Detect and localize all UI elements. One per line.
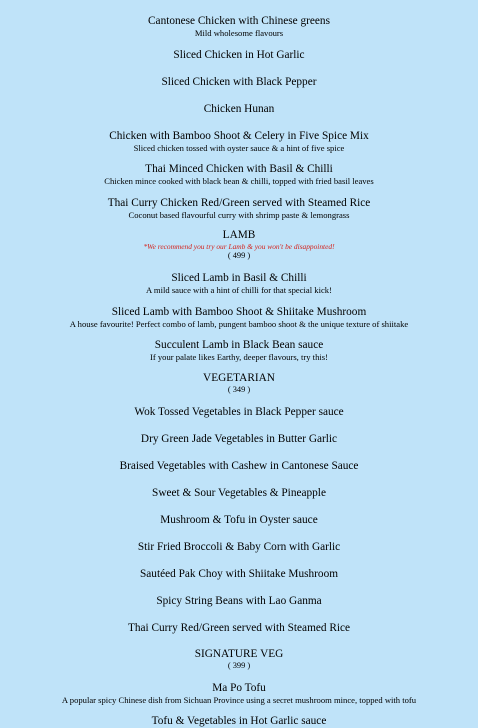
menu-item	[0, 714, 478, 728]
menu-item	[0, 305, 478, 330]
section-header-signature-veg	[0, 648, 478, 671]
dish-name: Sliced Chicken with Black Pepper	[161, 75, 317, 88]
menu-item	[0, 338, 478, 363]
menu-item	[0, 486, 478, 500]
section-title: SIGNATURE VEG	[194, 647, 284, 660]
dish-description: A house favourite! Perfect combo of lamb, pungent bamboo shoot & the unique texture of shiitake	[69, 318, 409, 329]
menu-item	[0, 681, 478, 706]
section-note: *We recommend you try our Lamb & you won't be disappointed!	[143, 242, 335, 251]
menu-item	[0, 75, 478, 89]
menu-item	[0, 594, 478, 608]
menu-item	[0, 540, 478, 554]
dish-name: Chicken Hunan	[203, 102, 275, 115]
menu-item	[0, 621, 478, 635]
menu-item	[0, 567, 478, 581]
menu-item	[0, 102, 478, 116]
menu-item	[0, 459, 478, 473]
section-price: ( 349 )	[227, 384, 251, 394]
dish-description: A mild sauce with a hint of chilli for that special kick!	[146, 285, 332, 295]
dish-description: Mild wholesome flavours	[194, 28, 284, 38]
dish-description: Sliced chicken tossed with oyster sauce & a hint of five spice	[133, 142, 345, 153]
dish-name: Spicy String Beans with Lao Ganma	[156, 594, 322, 607]
dish-name: Chicken with Bamboo Shoot & Celery in Five Spice Mix	[109, 129, 369, 142]
dish-name: Thai Minced Chicken with Basil & Chilli	[145, 163, 333, 175]
dish-name: Succulent Lamb in Black Bean sauce	[154, 339, 324, 351]
dish-name: Tofu & Vegetables in Hot Garlic sauce	[151, 715, 327, 727]
dish-description: If your palate likes Earthy, deeper flavours, try this!	[150, 352, 328, 362]
dish-name: Braised Vegetables with Cashew in Cantonese Sauce	[119, 459, 359, 472]
menu-item	[0, 271, 478, 296]
dish-description: Chicken mince cooked with black bean & chilli, topped with fried basil leaves	[104, 176, 374, 186]
menu-item	[0, 432, 478, 446]
menu-item	[0, 129, 478, 154]
dish-name: Ma Po Tofu	[212, 681, 266, 694]
dish-name: Thai Curry Chicken Red/Green served with Steamed Rice	[107, 196, 371, 209]
dish-name: Wok Tossed Vegetables in Black Pepper sauce	[134, 405, 344, 418]
menu-item	[0, 513, 478, 527]
dish-name: Sliced Chicken in Hot Garlic	[173, 48, 305, 61]
dish-description: A popular spicy Chinese dish from Sichuan Province using a secret mushroom mince, topped with tofu	[61, 694, 417, 705]
menu-item	[0, 196, 478, 221]
section-title: VEGETARIAN	[203, 371, 275, 384]
dish-name: Dry Green Jade Vegetables in Butter Garlic	[140, 432, 338, 445]
dish-name: Sautéed Pak Choy with Shiitake Mushroom	[140, 567, 338, 580]
section-header-vegetarian	[0, 372, 478, 395]
section-title: LAMB	[222, 229, 256, 241]
dish-description: Coconut based flavourful curry with shrimp paste & lemongrass	[128, 209, 350, 220]
section-price: ( 499 )	[227, 251, 251, 260]
menu-item	[0, 14, 478, 39]
dish-name: Sweet & Sour Vegetables & Pineapple	[152, 486, 326, 499]
menu-item	[0, 48, 478, 62]
dish-name: Sliced Lamb with Bamboo Shoot & Shiitake Mushroom	[111, 305, 367, 318]
dish-name: Cantonese Chicken with Chinese greens	[148, 15, 330, 27]
menu-item	[0, 162, 478, 187]
dish-name: Mushroom & Tofu in Oyster sauce	[160, 513, 318, 526]
dish-name: Stir Fried Broccoli & Baby Corn with Garlic	[137, 540, 341, 553]
section-price: ( 399 )	[227, 660, 251, 670]
dish-name: Sliced Lamb in Basil & Chilli	[171, 272, 307, 284]
menu-item	[0, 405, 478, 419]
section-header-lamb	[0, 229, 478, 261]
dish-name: Thai Curry Red/Green served with Steamed Rice	[127, 621, 351, 634]
